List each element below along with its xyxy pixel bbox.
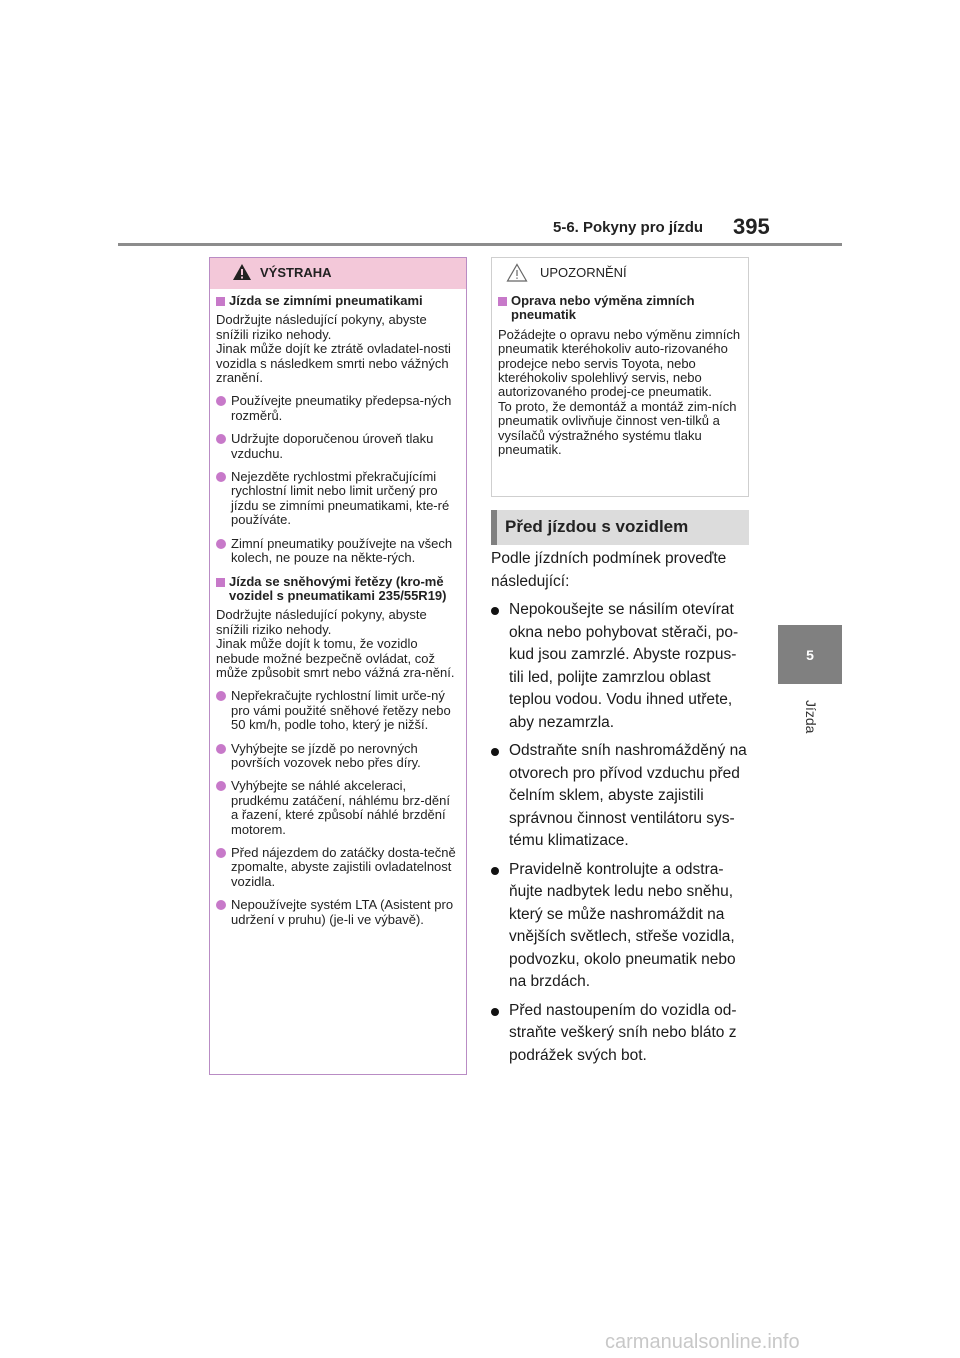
warning-triangle-icon — [232, 263, 252, 286]
circle-bullet-icon — [216, 691, 226, 701]
caution-box — [491, 257, 749, 497]
square-bullet-icon — [498, 297, 507, 306]
warning-bullet-text: Vyhýbejte se jízdě po nerovných površích vozovek nebo přes díry. — [231, 740, 421, 770]
warning-bullet-text: Před nájezdem do zatáčky dosta-tečně zpomalte, abyste zajistili ovladatelnost vozidla. — [231, 845, 456, 889]
circle-bullet-icon — [216, 781, 226, 791]
warning-bullet-text: Nepoužívejte systém LTA (Asistent pro udržení v pruhu) (je-li ve výbavě). — [231, 897, 454, 927]
warning-bullet — [216, 394, 460, 423]
list-item-text: Pravidelně kontrolujte a odstra-ňujte nadbytek ledu nebo sněhu, který se může nashromáždit na vnějších světlech, střeše vozidla, podvozku, okolo pneumatik nebo na brzdách. — [509, 860, 736, 990]
warning-box — [209, 257, 467, 1075]
main-content — [491, 548, 753, 1067]
list-item-text: Před nastoupením do vozidla od-straňte veškerý sníh nebo bláto z podrážek svých bot. — [509, 1001, 737, 1064]
warning-title: VÝSTRAHA — [260, 265, 332, 280]
caution-title: UPOZORNĚNÍ — [540, 265, 627, 280]
main-bullet-list — [491, 599, 753, 1067]
caution-body — [492, 289, 748, 457]
footer-watermark: carmanualsonline.info — [605, 1331, 800, 1353]
header-rule — [118, 243, 842, 246]
circle-bullet-icon — [216, 744, 226, 754]
warning-bullet-text: Nejezděte rychlostmi překračujícími rychlostní limit nebo limit určený pro jízdu se zimními pneumatikami, kte-ré používáte. — [231, 469, 450, 528]
circle-bullet-icon — [216, 396, 226, 406]
section-accent — [491, 510, 497, 545]
warning-bullet-text: Vyhýbejte se náhlé akceleraci, prudkému zatáčení, náhlému brz-dění a řazení, které způsobí náhlé brzdění motorem. — [231, 778, 450, 837]
warning-section-text: Dodržujte následující pokyny, abyste snížili riziko nehody. Jinak může dojít k tomu, že vozidlo nebude možné bezpečně ovládat, což může způsobit smrt nebo vážná zra-nění. — [216, 607, 455, 680]
list-item — [491, 859, 753, 994]
warning-section-heading — [216, 294, 460, 308]
bullet-dot-icon — [491, 748, 499, 756]
bullet-dot-icon — [491, 1008, 499, 1016]
chapter-tab[interactable]: 5 — [778, 625, 842, 684]
warning-bullet — [216, 846, 460, 889]
square-bullet-icon — [216, 578, 225, 587]
warning-bullet — [216, 470, 460, 528]
warning-body — [210, 289, 466, 927]
page-number: 395 — [733, 214, 770, 239]
warning-bullet-text: Udržujte doporučenou úroveň tlaku vzduchu. — [231, 431, 434, 461]
list-item — [491, 599, 753, 734]
caution-heading-text: Oprava nebo výměna zimních pneumatik — [511, 293, 695, 323]
warning-section-heading — [216, 575, 460, 604]
list-item-text: Nepokoušejte se násilím otevírat okna nebo pohybovat stěrači, po-kud jsou zamrzlé. Abyste rozpus-tili led, polijte zamrzlou oblast teplou vodou. Vodu ihned utřete, aby nezamrzla. — [509, 601, 739, 731]
section-title: 5-6. Pokyny pro jízdu — [553, 219, 704, 236]
circle-bullet-icon — [216, 900, 226, 910]
circle-bullet-icon — [216, 539, 226, 549]
square-bullet-icon — [216, 297, 225, 306]
warning-section-heading-text: Jízda se zimními pneumatikami — [229, 293, 423, 308]
section-intro: Podle jízdních podmínek proveďte následující: — [491, 550, 727, 590]
section-heading-text: Před jízdou s vozidlem — [505, 517, 689, 536]
caution-triangle-icon — [506, 263, 528, 287]
warning-bullet — [216, 689, 460, 732]
caution-heading — [498, 294, 742, 323]
warning-bullet-text: Zimní pneumatiky používejte na všech kolech, ne pouze na někte-rých. — [231, 535, 453, 566]
list-item-text: Odstraňte sníh nashromážděný na otvorech pro přívod vzduchu před čelním sklem, abyste zajistili správnou činnost ventilátoru sys-tému klimatizace. — [509, 742, 747, 849]
warning-header — [210, 258, 466, 289]
bullet-dot-icon — [491, 607, 499, 615]
circle-bullet-icon — [216, 472, 226, 482]
warning-bullet — [216, 779, 460, 837]
warning-bullet-text: Používejte pneumatiky předepsa-ných rozměrů. — [231, 393, 452, 423]
warning-bullet-text: Nepřekračujte rychlostní limit urče-ný pro vámi použité sněhové řetězy nebo 50 km/h, podle toho, který je nižší. — [231, 688, 451, 733]
caution-text: Požádejte o opravu nebo výměnu zimních pneumatik kteréhokoliv auto-rizovaného prodejce nebo servis Toyota, nebo kteréhokoliv spolehlivý servis, nebo autorizovaného prodej-ce pneumatik. To proto, že demontáž a montáž zim-ních pneumatik ovlivňuje činnost ven-tilků a vysílačů výstražného systému tlaku pneumatik. — [498, 326, 741, 458]
warning-bullet — [216, 432, 460, 461]
warning-bullet — [216, 742, 460, 771]
warning-section-text: Dodržujte následující pokyny, abyste snížili riziko nehody. Jinak může dojít ke ztrátě ovladatel-nosti vozidla s následkem smrti nebo vážných zranění. — [216, 312, 451, 386]
warning-bullet — [216, 898, 460, 927]
circle-bullet-icon — [216, 434, 226, 444]
caution-header — [492, 258, 748, 289]
bullet-dot-icon — [491, 867, 499, 875]
list-item — [491, 740, 753, 853]
circle-bullet-icon — [216, 848, 226, 858]
chapter-label: Jízda — [803, 700, 819, 734]
warning-bullet — [216, 537, 460, 566]
section-heading — [491, 510, 749, 545]
list-item — [491, 1000, 753, 1068]
warning-section-heading-text: Jízda se sněhovými řetězy (kro-mě vozidel s pneumatikami 235/55R19) — [229, 573, 447, 603]
